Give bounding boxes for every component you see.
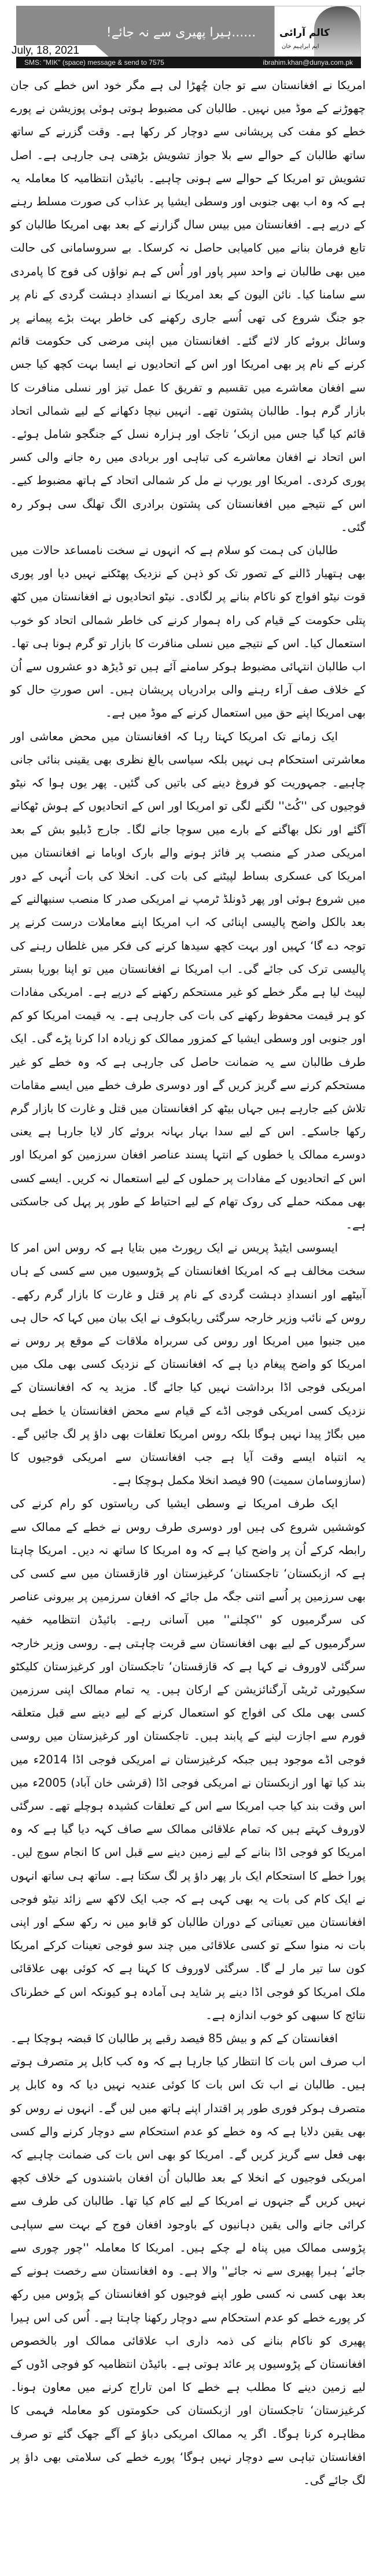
sms-instructions: SMS: "MIK" (space) message & send to 7575 — [24, 58, 164, 67]
paragraph: ایسوسی ایٹیڈ پریس نے ایک رپورٹ میں بتایا ہے کہ روس اس امر کا سخت مخالف ہے کہ امریکا افغانستان کے پڑوسیوں میں سے کسی کے ہاں آبیٹھے اور انسدادِ دہشت گردی کے نام پر قتل و غارت کا بازار گرم رکھے۔ روس کے نائب وزیر خارجہ سرگئی ریابکوف نے ایک بیان میں کہا کہ حال ہی میں جنیوا میں امریکا اور روس کی سربراہ ملاقات کے موقع پر روس نے امریکا کو واضح پیغام دیا ہے کہ افغانستان کے نزدیک کسی بھی ملک میں امریکی فوجی اڈا برداشت نہیں کیا جائے گا۔ مزید یہ کہ افغانستان کے نزدیک کسی امریکی فوجی اڈے کے قیام سے محض افغانستان یا خطے ہی میں بگاڑ پیدا نہیں ہوگا بلکہ روس امریکا تعلقات بھی داؤ پر لگ جائیں گے۔ یہ انتباہ ایسے وقت آیا ہے جب افغانستان سے امریکی فوجیوں کا (سازوسامان سمیت) 90 فیصد انخلا مکمل ہوچکا ہے۔ — [10, 1241, 366, 1488]
paragraph: ایک طرف امریکا نے وسطی ایشیا کی ریاستوں کو رام کرنے کی کوششیں شروع کی ہیں اور دوسری طرف روس نے خطے کے ممالک سے رابطہ کرکے اُن پر واضح کیا ہے کہ وہ امریکا کا ساتھ نہ دیں۔ امریکا چاہتا ہے کہ ازبکستان‘ تاجکستان‘ کرغیزستان اور قازقستان میں سے کسی کی بھی سرزمین پر اُسے اتنی جگہ مل جائے کہ افغان سرزمین پر بیرونی عناصر کی سرگرمیوں کو ''کچلنے'' میں آسانی رہے۔ بائیڈن انتظامیہ خفیہ سرگرمیوں کے لیے بھی افغانستان سے قربت چاہتی ہے۔ روسی وزیر خارجہ سرگئی لاوروف نے کہا ہے کہ قازقستان‘ تاجکستان اور کرغیزستان کلیکٹو سکیورٹی ٹریٹی آرگنائزیشن کے ارکان ہیں۔ یہ تمام ممالک اپنی سرزمین کسی بھی ملک کی افواج کو استعمال کرنے کے لیے دینے سے قبل متعلقہ فورم سے اجازت لینے کے پابند ہیں۔ تاجکستان اور کرغیزستان میں روسی فوجی اڈے موجود ہیں جبکہ کرغیزستان نے امریکی فوجی اڈا 2014ء میں بند کیا تھا اور ازبکستان نے امریکی فوجی اڈا (قرشی خان آباد) 2005ء میں اس وقت بند کیا جب امریکا سے اس کے تعلقات کشیدہ ہوچلے تھے۔ سرگئی لاوروف کہتے ہیں کہ تمام علاقائی ممالک سے صاف کہہ دیا گیا ہے کہ وہ امریکا کو فوجی اڈا بنانے کے لیے زمین دینے سے قبل اس کا انجام سوچ لیں۔ پورا خطے کا استحکام ایک بار پھر داؤ پر لگ سکتا ہے۔ ساتھ ہی ساتھ انہوں نے ایک کام کی بات یہ بھی کہی ہے کہ جب ایک لاکھ سے زائد نیٹو فوجی افغانستان میں تعیناتی کے دوران طالبان کو قابو میں نہ رکھ سکے اور اپنی بات نہ منوا سکے تو کسی علاقائی میں چند سو فوجی تعینات کرکے امریکا کون سا تیر مار لے گا۔ سرگئی لاوروف کا کہنا ہے کہ کوئی بھی علاقائی ملک امریکا کو فوجی اڈا دینے پر شاید ہی آمادہ ہو کیونکہ اس کے خطرناک نتائج کا سبھی کو خوب اندازہ ہے۔ — [10, 1497, 366, 2022]
paragraph: افغانستان کے کم و بیش 85 فیصد رقبے پر طالبان کا قبضہ ہوچکا ہے۔ اب صرف اس بات کا انتظار کیا جارہا ہے کہ وہ کب کابل پر متصرف ہوتے ہیں۔ طالبان نے اب تک اس بات کا کوئی عندیہ نہیں دیا کہ وہ کابل پر متصرف ہوکر فوری طور پر اقتدار اپنے ہاتھ میں لیں گے۔ انہوں نے روس کو بھی یقین دلایا ہے کہ وہ خطے کو عدم استحکام سے دوچار کرنے والے کسی بھی فعل سے گریز کریں گے۔ امریکا کو بھی اس بات کی ضمانت چاہیے کہ امریکی فوجیوں کے انخلا کے بعد طالبان اُن افغان باشندوں کے خلاف کچھ نہیں کریں گے جنہوں نے امریکا کے لیے کام کیا تھا۔ طالبان کی طرف سے کرائی جانے والی یقین دہانیوں کے باوجود افغان فوج کے بہت سے سپاہی پڑوسی ممالک میں پناہ لے چکے ہیں۔ امریکا کا معاملہ ''چور چوری سے جائے‘ ہیرا پھیری سے نہ جائے'' والا ہے۔ وہ افغانستان سے رخصت ہونے کے بعد بھی کسی نہ کسی طور اپنے فوجیوں کو افغانستان کے پڑوس میں رکھ کر پورے خطے کو عدم استحکام سے دوچار رکھنا چاہتا ہے۔ اُس کی اس ہیرا پھیری کو ناکام بنانے کی ذمہ داری اب علاقائی ممالک اور بالخصوص افغانستان کے پڑوسیوں پر عائد ہوتی ہے۔ بائیڈن انتظامیہ کو فوجی اڈوں کے لیے زمین دینے کا مطلب ہے خطے کا امن تاراج کرنے میں معاون ہونا۔ کرغیزستان‘ تاجکستان اور ازبکستان کی حکومتوں کو معاملہ فہمی کا مظاہرہ کرنا ہوگا۔ اگر یہ ممالک امریکی دباؤ کے آگے جھک گئے تو صرف افغانستان تباہی سے دوچار نہیں ہوگا‘ پورے خطے کی سلامتی بھی داؤ پر لگ جائے گی۔ — [10, 2032, 366, 2487]
author-name: ایم ابراہیم خان — [282, 43, 319, 50]
column-header — [0, 0, 376, 71]
author-email[interactable]: ibrahim.khan@dunya.com.pk — [263, 58, 353, 67]
paragraph: ایک زمانے تک امریکا کہتا رہا کہ افغانستان میں محض معاشی اور معاشرتی استحکام ہی نہیں بلکہ سیاسی بالغ نظری بھی یقینی بنائی جانی چاہیے۔ جمہوریت کو فروغ دینے کی باتیں کی گئیں۔ پھر یوں ہوا کہ نیٹو فوجیوں کی ''کُٹ'' لگنے لگی تو امریکا اور اس کے اتحادیوں کے ہوش ٹھکانے آگئے اور نکل بھاگنے کے بارے میں سوچا جانے لگا۔ جارج ڈبلیو بش کے بعد امریکی صدر کے منصب پر فائز ہونے والے بارک اوباما نے افغانستان میں امریکا کی عسکری بساط لپیٹنے کی بات کی۔ انخلا کی بات اُنہی کے دور میں شروع ہوئی اور پھر ڈونلڈ ٹرمپ نے امریکی صدر کا منصب سنبھالنے کے بعد بالکل واضح پالیسی اپنائی کہ اب امریکا اپنے معاملات درست کرنے پر توجہ دے گا‘ کہیں اور بہت کچھ سیدھا کرنے کی فکر میں غلطاں رہنے کی پالیسی ترک کی جائے گی۔ اب امریکا نے افغانستان میں تو اپنا بوریا بستر لپیٹ لیا ہے مگر خطے کو غیر مستحکم رکھنے کے درپے ہے۔ امریکی مفادات کو ہر قیمت محفوظ رکھنے کی بات کی جارہی ہے۔ یہ قیمت امریکا کو کم اور جنوبی اور وسطی ایشیا کے کمزور ممالک کو زیادہ ادا کرنا پڑے گی۔ ایک طرف طالبان سے یہ ضمانت حاصل کی جارہی ہے کہ وہ خطے کو غیر مستحکم کرنے سے گریز کریں گے اور دوسری طرف خطے میں ایسے مقامات تلاش کیے جارہے ہیں جہاں بیٹھ کر افغانستان میں قتل و غارت کا بازار گرم رکھا جاسکے۔ اس کے لیے سدا بہار بہانہ بروئے کار لایا جارہا ہے یعنی دوسرے ممالک یا خطوں کے انتہا پسند عناصر افغان سرزمین کو امریکا اور اس کے اتحادیوں کے مفادات پر حملوں کے لیے استعمال نہ کریں۔ ایسے کسی بھی ممکنہ حملے کی روک تھام کے لیے احتیاط کے طور پر پہل کی جاسکتی ہے۔ — [10, 729, 366, 1231]
column-name: کالم آرائی — [279, 27, 330, 39]
headline: ......ہیرا پھیری سے نہ جائے! — [106, 25, 256, 40]
publish-date: July, 18, 2021 — [12, 45, 79, 57]
author-box — [274, 6, 361, 57]
paragraph: امریکا نے افغانستان سے تو جان چُھڑا لی ہے مگر خود اس خطے کی جان چھوڑنے کے موڈ میں نہیں۔ طالبان کی مضبوط ہوتی ہوئی پوزیشن نے پورے خطے کو مفت کی پریشانی سے دوچار کر رکھا ہے۔ وقت گزرنے کے ساتھ ساتھ طالبان کے حوالے سے بلا جواز تشویش بڑھتی ہی جارہی ہے۔ اصل تشویش تو امریکا کے حوالے سے ہونی چاہیے۔ بائیڈن انتظامیہ کا معاملہ یہ ہے کہ وہ اب بھی جنوبی اور وسطی ایشیا پر عذاب کی صورت مسلط رہنے کے درپے ہے۔ افغانستان میں بیس سال گزارنے کے بعد بھی امریکا طالبان کو تابع فرمان بنانے میں کامیابی حاصل نہ کرسکا۔ بے سروسامانی کی حالت میں بھی طالبان نے واحد سپر پاور اور اُس کے ہم نواؤں کی فوج کا پامردی سے سامنا کیا۔ نائن الیون کے بعد امریکا نے انسدادِ دہشت گردی کے نام پر جو جنگ شروع کی تھی اُسے جاری رکھنے کی خاطر بہت بڑے پیمانے پر وسائل بروئے کار لائے گئے۔ افغانستان میں اپنی مرضی کی حکومت قائم کرنے کے نام پر بھی امریکا اور اس کے اتحادیوں نے ایسا بہت کچھ کیا جس سے افغان معاشرے میں تقسیم و تفریق کا عمل تیز اور نسلی منافرت کا بازار گرم ہوا۔ طالبان پشتون تھے۔ انہیں نیچا دکھانے کے لیے شمالی اتحاد قائم کیا گیا جس میں ازبک‘ تاجک اور ہزارہ نسل کے جنگجو شامل ہوئے۔ اس اتحاد نے افغان معاشرے کی تباہی اور بربادی میں رہ جانے والی کسر پوری کردی۔ امریکا اور یورپ نے مل کر شمالی اتحاد کے ہاتھ مضبوط کیے۔ اس کے نتیجے میں افغانستان کی پشتون برادری الگ تھلگ سی ہوکر رہ گئی۔ — [10, 79, 366, 534]
contact-bar — [16, 57, 361, 68]
paragraph: طالبان کی ہمت کو سلام ہے کہ انہوں نے سخت نامساعد حالات میں بھی ہتھیار ڈالنے کے تصور تک کو ذہن کے نزدیک پھٹکنے نہیں دیا اور پوری قوت نیٹو افواج کو ناکام بنانے پر لگادی۔ نیٹو اتحادیوں نے افغانستان میں کٹھ پتلی حکومت کے قیام کی راہ ہموار کرنے کی خاطر شمالی اتحاد کو خوب استعمال کیا۔ اس کے نتیجے میں نسلی منافرت کا بازار تو گرم ہونا ہی تھا۔ اب طالبان انتہائی مضبوط ہوکر سامنے آئے ہیں تو ڈیڑھ دو عشروں سے اُن کے خلاف صف آراء رہنے والی برادریاں پریشان ہیں۔ اس صورتِ حال کو بھی امریکا اپنے حق میں استعمال کرنے کے موڈ میں ہے۔ — [10, 544, 366, 720]
article-body — [0, 71, 376, 2504]
